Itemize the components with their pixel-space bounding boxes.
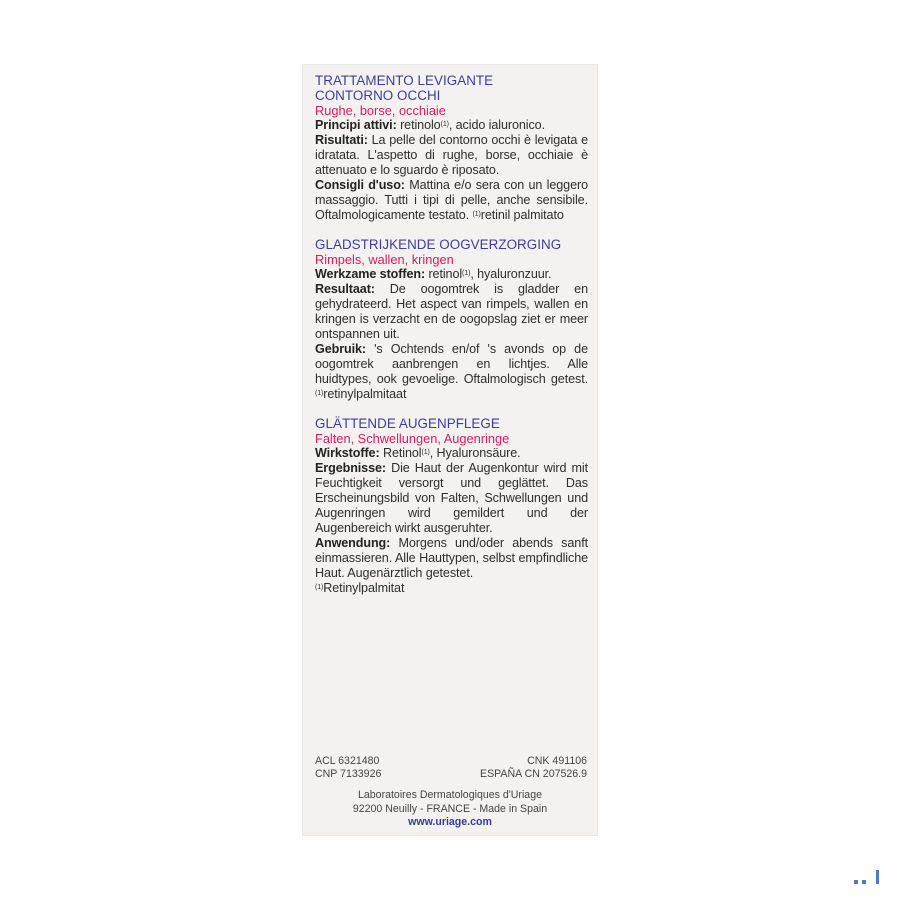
section-title: GLÄTTENDE AUGENPFLEGE (315, 416, 500, 431)
website-link[interactable]: www.uriage.com (408, 816, 492, 828)
results: Risultati: La pelle del contorno occhi è levigata e idratata. L'aspetto di rughe, borse, occhiaie è attenuato e lo sguardo è riposato. (315, 133, 588, 177)
cnp-code: CNP 7133926 (315, 768, 382, 780)
manufacturer-info (302, 789, 598, 830)
section-german (315, 416, 588, 596)
signal-icon (850, 866, 886, 886)
section-subtitle: Rughe, borse, occhiaie (315, 103, 446, 118)
acl-code: ACL 6321480 (315, 755, 380, 767)
package-panel (302, 64, 598, 836)
section-italian (315, 73, 588, 223)
product-codes (315, 755, 587, 781)
active-ingredients: Werkzame stoffen: retinol$^{(1)}$, hyaluronzuur. (315, 267, 552, 281)
section-title: GLADSTRIJKENDE OOGVERZORGING (315, 237, 562, 252)
section-subtitle: Falten, Schwellungen, Augenringe (315, 431, 510, 446)
product-text (315, 73, 588, 610)
espana-code: ESPAÑA CN 207526.9 (480, 768, 587, 780)
results: Resultaat: De oogomtrek is gladder en gehydrateerd. Het aspect van rimpels, wallen en kringen is verzacht en de oogopslag ziet er meer ontspannen uit. (315, 282, 588, 341)
active-ingredients: Wirkstoffe: Retinol$^{(1)}$, Hyaluronsäure. (315, 446, 521, 460)
usage: Consigli d'uso: Mattina e/o sera con un leggero massaggio. Tutti i tipi di pelle, anche sensibile. Oftalmologicamente testato. $^{(1)}$retinil palmitato (315, 178, 588, 222)
results: Ergebnisse: Die Haut der Augenkontur wird mit Feuchtigkeit versorgt und geglättet. Das Erscheinungsbild von Falten, Schwellungen und Augenringen wird gemildert und der Augenbereich wirkt ausgeruhter. (315, 461, 588, 535)
usage: Anwendung: Morgens und/oder abends sanft einmassieren. Alle Hauttypen, selbst empfindliche Haut. Augenärztlich getestet. $^{(1)}$Retinylpalmitat (315, 536, 588, 595)
section-subtitle: Rimpels, wallen, kringen (315, 252, 454, 267)
active-ingredients: Principi attivi: retinolo$^{(1)}$, acido ialuronico. (315, 118, 545, 132)
section-dutch (315, 237, 588, 402)
section-title: TRATTAMENTO LEVIGANTE CONTORNO OCCHI (315, 73, 494, 103)
usage: Gebruik: 's Ochtends en/of 's avonds op de oogomtrek aanbrengen en lichtjes. Alle huidtypes, ook gevoelige. Oftalmologisch getest. $^{(1)}$retinylpalmitaat (315, 342, 588, 401)
lab-name: Laboratoires Dermatologiques d'Uriage (358, 789, 542, 801)
cnk-code: CNK 491106 (527, 755, 587, 767)
lab-address: 92200 Neuilly - FRANCE - Made in Spain (352, 802, 548, 815)
